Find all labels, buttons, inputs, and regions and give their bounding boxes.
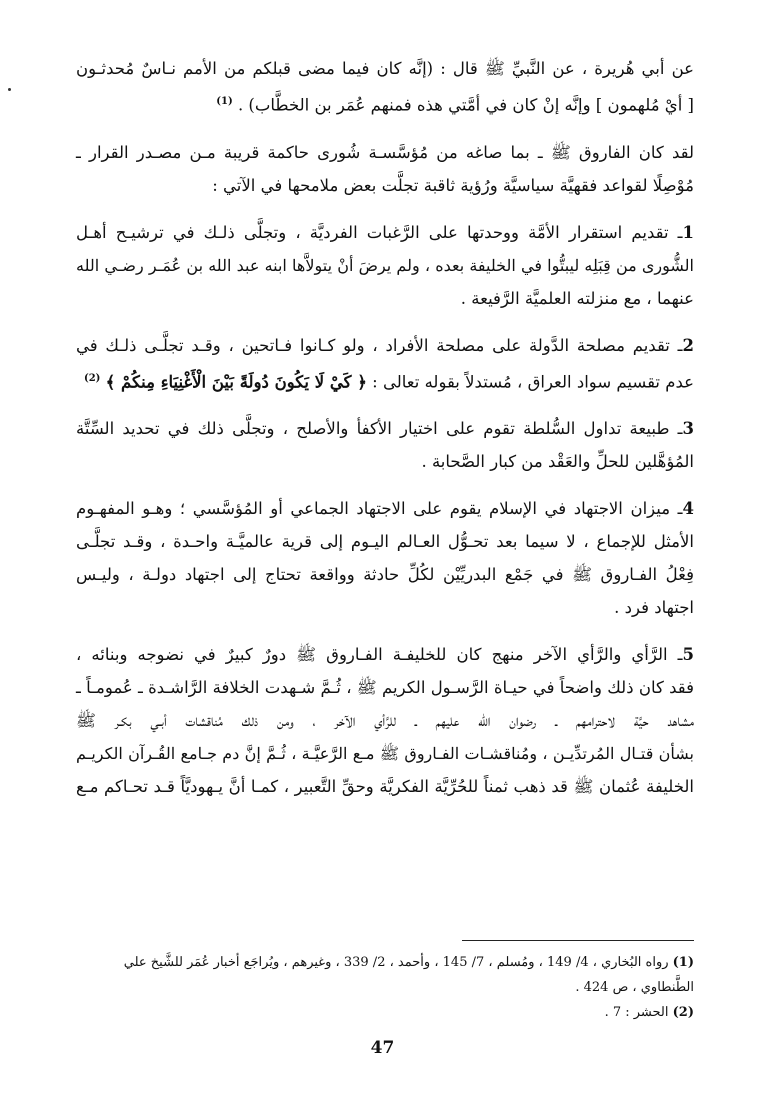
text-line: لقد كان الفاروق ﷺ ـ بما صاغه من مُؤسَّسـة شُورى حاكمة قريبة مـن مصـدر القرار ـ	[76, 142, 694, 162]
footnote-number: (2)	[672, 1005, 694, 1020]
text-segment: ـ الرَّأي والرَّأي الآخر منهج كان للخليفـة الفـاروق ﷺ دورٌ كبيرٌ في نضوجه وبنائه ،	[76, 645, 683, 664]
text-line: مُوْصِلًا لقواعد فقهيَّة سياسيَّة ورُؤية ثاقبة تجلَّت بعض ملامحها في الآتي :	[212, 175, 694, 195]
list-item-2	[76, 329, 694, 399]
paragraph-hadith	[76, 52, 694, 122]
text-line	[76, 329, 694, 362]
quran-verse: ﴿ كَيْ لَا يَكُونَ دُولَةً بَيْنَ الْأَغْنِيَاءِ مِنكُمْ ﴾	[105, 372, 367, 391]
text-line	[76, 85, 694, 122]
footnote-2	[76, 1000, 694, 1025]
footnote-1-cont: الطَّنطاوي ، ص 424 .	[575, 980, 694, 995]
text-segment: ـ تقديم مصلحة الدَّولة على مصلحة الأفراد ، ولو كـانوا فـاتحين ، وقـد تجلَّـى ذلـك في	[76, 335, 683, 355]
text-line: عنهما ، مع منزلته العلميَّة الرَّفيعة .	[460, 288, 694, 308]
list-item-5	[76, 638, 694, 803]
text-line: الشُّورى من قِبَلِه ليبتُّوا في الخليفة بعده ، ولم يرضَ أنْ يتولاَّها ابنه عبد الله بن عُمَـر رضـي الله	[76, 255, 694, 275]
text-segment: عدم تقسيم سواد العراق ، مُستدلاً بقوله تعالى :	[372, 372, 694, 391]
text-line: فِعْلُ الفـاروق ﷺ في جَمْع البدريِّيْن لكُلِّ حادثة وواقعة تحتاج إلى اجتهاد دولـة ، وليـس	[76, 565, 694, 584]
text-line	[76, 362, 694, 399]
list-item-4	[76, 492, 694, 624]
text-line: الخليفة عُثمان ﷺ قد ذهب ثمناً للحُرِّيَّة الفكريَّة وحقِّ التَّعبير ، كمـا أنَّ يـهوديَّاً قـد تحـاكم مـع	[76, 777, 694, 796]
footnote-text: الحشر : 7 .	[604, 1005, 669, 1020]
item-number: 5	[682, 645, 694, 664]
text-line	[76, 638, 694, 671]
footnote-1	[76, 950, 694, 975]
text-line	[76, 412, 694, 445]
footnote-ref: (1)	[216, 96, 233, 107]
text-segment: ـ تقديم استقرار الأمَّة ووحدتها على الرَّغبات الفرديَّة ، وتجلَّى ذلـك في ترشيـح أهـل	[76, 222, 683, 242]
text-segment: ـ ميزان الاجتهاد في الإسلام يقوم على الاجتهاد الجماعي أو المُؤسَّسي ؛ وهـو المفهـوم	[76, 499, 683, 518]
item-number: 4	[682, 499, 694, 518]
footnote-text: رواه البُخاري ، 4/ 149 ، ومُسلم ، 7/ 145 ، وأحمد ، 2/ 339 ، وغيرهم ، ويُراجَع أخبار عُمَر للشَّيخ علي	[123, 955, 669, 970]
list-item-1	[76, 216, 694, 315]
text-line: الأمثل للإجماع ، لا سيما بعد تحـوُّل العـالم اليـوم إلى قرية عالميَّـة واحـدة ، وقـد تجلَّـى	[76, 532, 694, 551]
text-segment: ـ طبيعة تداول السُّلطة تقوم على اختيار الأكفأ والأصلح ، وتجلَّى ذلك في تحديد السِّتَّة	[76, 419, 683, 438]
footnotes	[76, 950, 694, 1025]
page-number: 47	[370, 1038, 395, 1058]
footnote-separator	[462, 940, 694, 941]
margin-mark	[8, 88, 11, 91]
list-item-3	[76, 412, 694, 478]
text-line: بشأن قتـال المُرتدِّيـن ، ومُناقشـات الفـاروق ﷺ مـع الرَّعيَّـة ، ثُـمَّ إنَّ دم جـامع القُـرآن الكريـم	[76, 744, 694, 763]
text-line: فقد كان ذلك واضحاً في حيـاة الرَّسـول الكريم ﷺ ، ثُـمَّ شـهدت الخلافة الرَّاشـدة ـ عُمومـاً ـ	[76, 678, 694, 697]
item-number: 3	[682, 419, 694, 438]
footnote-ref: (2)	[83, 372, 101, 384]
text-line: المُؤهَّلين للحلِّ والعَقْد من كبار الصَّحابة .	[421, 452, 694, 471]
footnote-number: (1)	[672, 955, 694, 970]
text-line: اجتهاد فرد .	[614, 598, 694, 617]
text-line: مشاهد حيَّة لاحترامهم ـ رضوان الله عليهم ـ للرَّأي الآخر ، ومن ذلك مُناقشات أبـي بكـر ﷺ	[76, 711, 694, 730]
item-number: 2	[682, 335, 694, 355]
text-line	[76, 216, 694, 249]
item-number: 1	[682, 222, 694, 242]
text-segment: [ أيْ مُلهمون ] وإنَّه إنْ كان في أمَّتي هذه فمنهم عُمَر بن الخطَّاب) .	[237, 95, 694, 115]
text-line: عن أبي هُريرة ، عن النَّبيِّ ﷺ قال : (إنَّه كان فيما مضى قبلكم من الأمم نـاسٌ مُحدثـون	[76, 59, 694, 78]
main-text	[76, 52, 694, 817]
paragraph-intro	[76, 136, 694, 202]
text-line	[76, 492, 694, 525]
